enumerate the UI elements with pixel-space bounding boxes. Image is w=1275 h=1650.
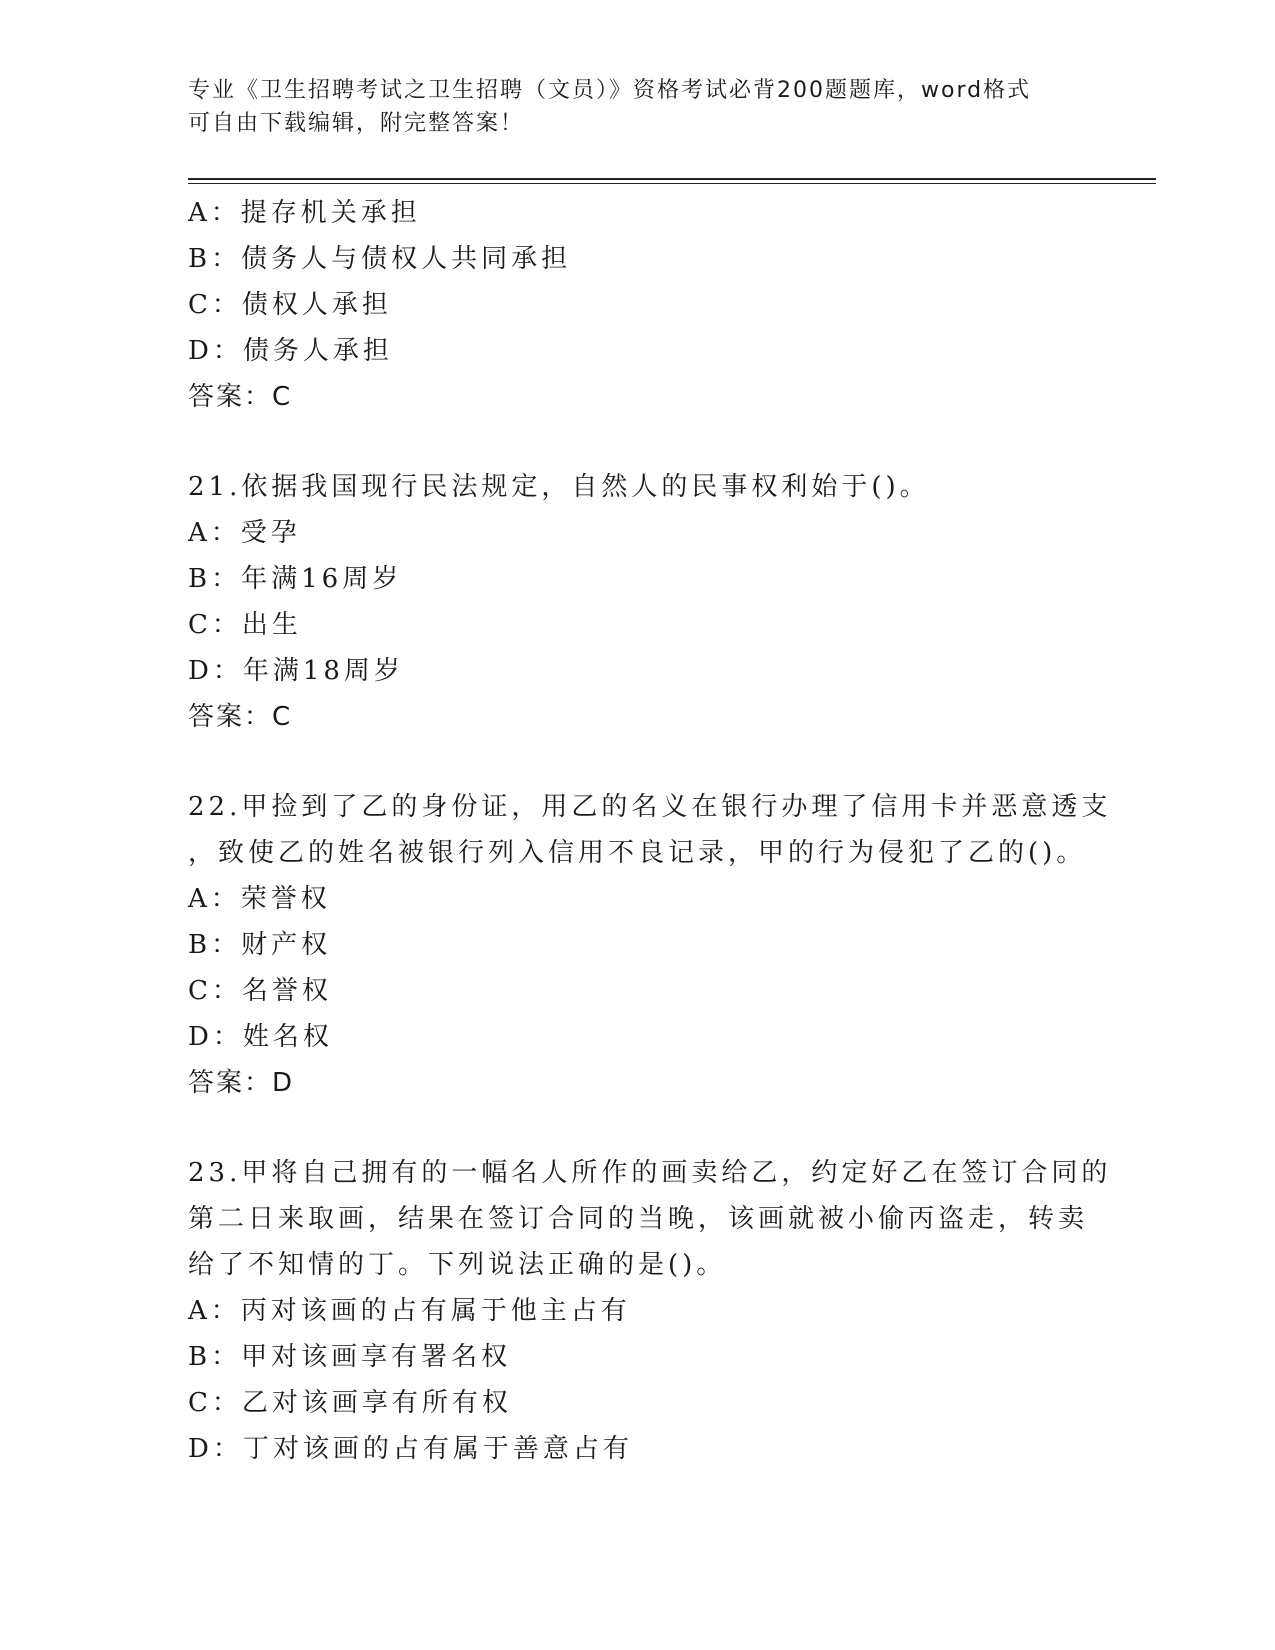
stem-line: 第二日来取画，结果在签订合同的当晚，该画就被小偷丙盗走，转卖 <box>188 1204 1089 1234</box>
option-a: A：提存机关承担 <box>188 198 421 228</box>
header-divider-thick <box>188 178 1156 180</box>
question-stem <box>188 784 1112 876</box>
question-21 <box>188 464 1088 740</box>
option-a: A：丙对该画的占有属于他主占有 <box>188 1296 631 1326</box>
question-23 <box>188 1150 1112 1472</box>
answer: 答案：C <box>188 382 293 412</box>
option-b: B：甲对该画享有署名权 <box>188 1342 512 1372</box>
option-b: B：年满16周岁 <box>188 564 403 594</box>
option-b: B：债务人与债权人共同承担 <box>188 244 572 274</box>
header-line-2: 可自由下载编辑，附完整答案！ <box>188 111 525 136</box>
stem-line: 21.依据我国现行民法规定，自然人的民事权利始于()。 <box>188 472 930 502</box>
option-a: A：荣誉权 <box>188 884 331 914</box>
stem-line: ，致使乙的姓名被银行列入信用不良记录，甲的行为侵犯了乙的()。 <box>188 838 1087 868</box>
stem-line: 22.甲捡到了乙的身份证，用乙的名义在银行办理了信用卡并恶意透支 <box>188 792 1112 822</box>
option-c: C：债权人承担 <box>188 290 392 320</box>
answer: 答案：C <box>188 702 293 732</box>
option-c: C：乙对该画享有所有权 <box>188 1388 512 1418</box>
option-c: C：出生 <box>188 610 302 640</box>
question-stem <box>188 464 1088 510</box>
document-header <box>188 74 1068 140</box>
question-stem <box>188 1150 1112 1288</box>
header-divider-thin <box>188 183 1156 184</box>
option-c: C：名誉权 <box>188 976 332 1006</box>
option-a: A：受孕 <box>188 518 301 548</box>
question-20 <box>188 190 1088 420</box>
question-list <box>188 190 1112 1472</box>
option-d: D：丁对该画的占有属于善意占有 <box>188 1434 633 1464</box>
answer: 答案：D <box>188 1068 295 1098</box>
option-d: D：债务人承担 <box>188 336 393 366</box>
stem-line: 给了不知情的丁。下列说法正确的是()。 <box>188 1250 727 1280</box>
header-line-1: 专业《卫生招聘考试之卫生招聘（文员）》资格考试必背200题题库，word格式 <box>188 78 1032 103</box>
option-b: B：财产权 <box>188 930 332 960</box>
stem-line: 23.甲将自己拥有的一幅名人所作的画卖给乙，约定好乙在签订合同的 <box>188 1158 1112 1188</box>
option-d: D：年满18周岁 <box>188 656 404 686</box>
question-22 <box>188 784 1112 1106</box>
option-d: D：姓名权 <box>188 1022 333 1052</box>
